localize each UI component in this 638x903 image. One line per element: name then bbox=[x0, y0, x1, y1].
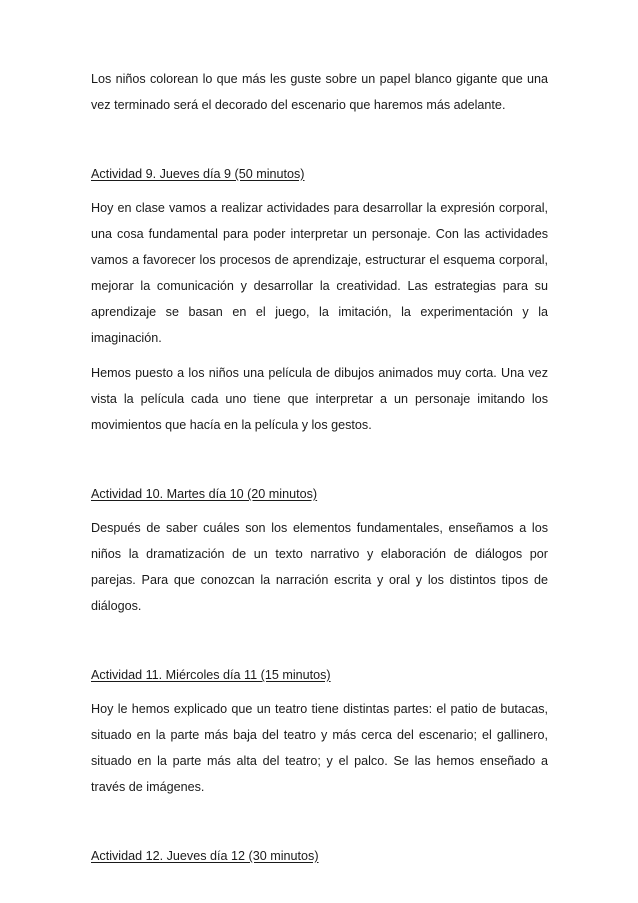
section-paragraph: Hoy le hemos explicado que un teatro tiene distintas partes: el patio de butacas, situado en la parte más baja del teatro y más cerca del escenario; el gallinero, situado en la parte más alta del teatro; y el palco. Se las hemos enseñado a través de imágenes. bbox=[91, 702, 548, 794]
intro-paragraph: Los niños colorean lo que más les guste sobre un papel blanco gigante que una vez terminado será el decorado del escenario que haremos más adelante. bbox=[91, 72, 548, 112]
section-heading-actividad-10: Actividad 10. Martes día 10 (20 minutos) bbox=[91, 487, 318, 501]
page-content bbox=[91, 66, 548, 869]
section-paragraph: Después de saber cuáles son los elementos fundamentales, enseñamos a los niños la dramatización de un texto narrativo y elaboración de diálogos por parejas. Para que conozcan la narración escrita y oral y los distintos tipos de diálogos. bbox=[91, 521, 548, 613]
section-heading-actividad-11: Actividad 11. Miércoles día 11 (15 minutos) bbox=[91, 668, 331, 682]
section-heading-actividad-9: Actividad 9. Jueves día 9 (50 minutos) bbox=[91, 167, 305, 181]
section-heading-actividad-12: Actividad 12. Jueves día 12 (30 minutos) bbox=[91, 849, 319, 863]
section-paragraph: Hemos puesto a los niños una película de dibujos animados muy corta. Una vez vista la película cada uno tiene que interpretar a un personaje imitando los movimientos que hacía en la película y los gestos. bbox=[91, 366, 548, 432]
section-paragraph: Hoy en clase vamos a realizar actividades para desarrollar la expresión corporal, una cosa fundamental para poder interpretar un personaje. Con las actividades vamos a favorecer los procesos de aprendizaje, estructurar el esquema corporal, mejorar la comunicación y desarrollar la creatividad. Las estrategias para su aprendizaje se basan en el juego, la imitación, la experimentación y la imaginación. bbox=[91, 201, 548, 345]
